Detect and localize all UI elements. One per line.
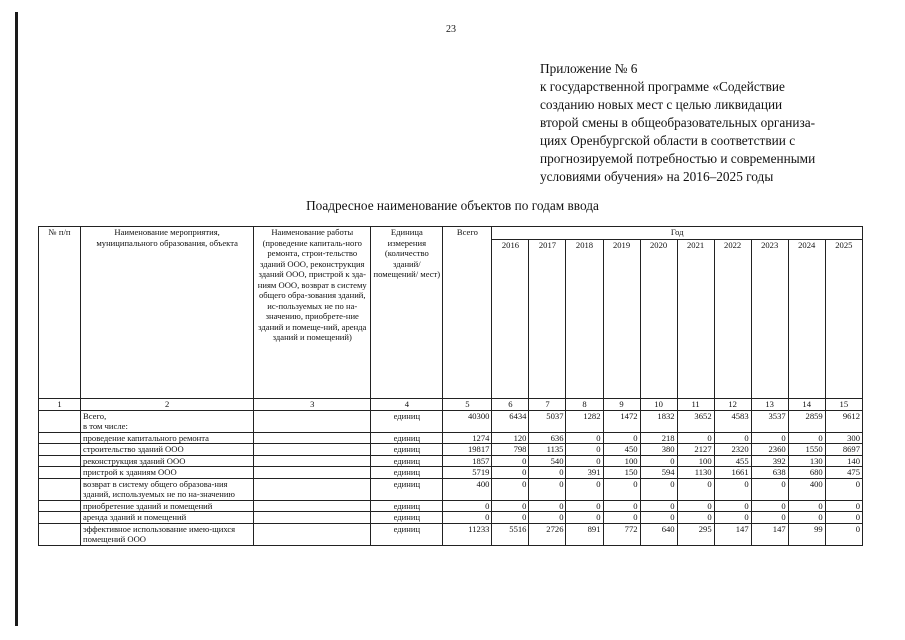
row-total-cell: 19817 bbox=[443, 444, 492, 456]
column-number: 14 bbox=[788, 399, 825, 411]
row-year-value-cell: 0 bbox=[603, 432, 640, 444]
row-year-value-cell: 0 bbox=[640, 500, 677, 512]
appendix-line: прогнозируемой потребностью и современными bbox=[540, 151, 816, 166]
row-year-value-cell: 5516 bbox=[492, 523, 529, 545]
table-row bbox=[39, 467, 863, 479]
header-work: Наименование работы (проведение капиталь-ного ремонта, строи-тельство зданий ООО, реконструкция зданий ООО, пристрой к зда-ниям ООО, возврат в систему общего обра-зования зданий, ис-пользуемых не по на-значению, приобрете-ние зданий и помеще-ний, аренда зданий и помещений) bbox=[254, 227, 371, 399]
table-row bbox=[39, 432, 863, 444]
row-year-value-cell: 2127 bbox=[677, 444, 714, 456]
row-year-value-cell: 0 bbox=[788, 512, 825, 524]
row-work-cell bbox=[254, 455, 371, 467]
table-row bbox=[39, 444, 863, 456]
row-year-value-cell: 0 bbox=[714, 500, 751, 512]
column-number: 5 bbox=[443, 399, 492, 411]
row-year-value-cell: 0 bbox=[788, 432, 825, 444]
row-year-value-cell: 0 bbox=[492, 512, 529, 524]
row-year-value-cell: 0 bbox=[825, 523, 862, 545]
year-header: 2017 bbox=[529, 240, 566, 399]
row-year-value-cell: 380 bbox=[640, 444, 677, 456]
row-unit-cell: единиц bbox=[371, 512, 443, 524]
column-number: 10 bbox=[640, 399, 677, 411]
column-number: 4 bbox=[371, 399, 443, 411]
row-year-value-cell: 1130 bbox=[677, 467, 714, 479]
row-unit-cell: единиц bbox=[371, 410, 443, 432]
row-year-value-cell: 150 bbox=[603, 467, 640, 479]
header-total: Всего bbox=[443, 227, 492, 399]
row-name-cell: строительство зданий ООО bbox=[81, 444, 254, 456]
row-number-cell bbox=[39, 444, 81, 456]
row-year-value-cell: 0 bbox=[492, 455, 529, 467]
column-number: 9 bbox=[603, 399, 640, 411]
left-margin-rule bbox=[15, 12, 18, 626]
row-year-value-cell: 0 bbox=[825, 500, 862, 512]
row-year-value-cell: 772 bbox=[603, 523, 640, 545]
row-year-value-cell: 1472 bbox=[603, 410, 640, 432]
row-work-cell bbox=[254, 523, 371, 545]
row-year-value-cell: 638 bbox=[751, 467, 788, 479]
row-total-cell: 1857 bbox=[443, 455, 492, 467]
row-unit-cell: единиц bbox=[371, 523, 443, 545]
year-header: 2021 bbox=[677, 240, 714, 399]
year-header: 2024 bbox=[788, 240, 825, 399]
row-year-value-cell: 0 bbox=[529, 478, 566, 500]
row-year-value-cell: 0 bbox=[603, 512, 640, 524]
row-year-value-cell: 0 bbox=[603, 478, 640, 500]
row-year-value-cell: 6434 bbox=[492, 410, 529, 432]
column-number-row bbox=[39, 399, 863, 411]
row-year-value-cell: 0 bbox=[492, 500, 529, 512]
table-row bbox=[39, 455, 863, 467]
column-number: 8 bbox=[566, 399, 603, 411]
row-year-value-cell: 0 bbox=[825, 478, 862, 500]
row-year-value-cell: 2859 bbox=[788, 410, 825, 432]
row-year-value-cell: 0 bbox=[603, 500, 640, 512]
row-year-value-cell: 3537 bbox=[751, 410, 788, 432]
row-year-value-cell: 218 bbox=[640, 432, 677, 444]
row-year-value-cell: 3652 bbox=[677, 410, 714, 432]
row-year-value-cell: 0 bbox=[566, 478, 603, 500]
row-year-value-cell: 1550 bbox=[788, 444, 825, 456]
row-year-value-cell: 0 bbox=[714, 512, 751, 524]
row-year-value-cell: 0 bbox=[751, 432, 788, 444]
row-year-value-cell: 300 bbox=[825, 432, 862, 444]
year-header: 2016 bbox=[492, 240, 529, 399]
row-year-value-cell: 0 bbox=[788, 500, 825, 512]
row-name-cell: возврат в систему общего образова-ния зданий, используемых не по на-значению bbox=[81, 478, 254, 500]
column-number: 13 bbox=[751, 399, 788, 411]
row-year-value-cell: 2726 bbox=[529, 523, 566, 545]
row-year-value-cell: 450 bbox=[603, 444, 640, 456]
row-number-cell bbox=[39, 478, 81, 500]
row-unit-cell: единиц bbox=[371, 467, 443, 479]
row-name-cell: реконструкция зданий ООО bbox=[81, 455, 254, 467]
row-year-value-cell: 120 bbox=[492, 432, 529, 444]
row-work-cell bbox=[254, 444, 371, 456]
row-total-cell: 0 bbox=[443, 500, 492, 512]
row-year-value-cell: 0 bbox=[677, 478, 714, 500]
row-year-value-cell: 0 bbox=[751, 512, 788, 524]
column-number: 15 bbox=[825, 399, 862, 411]
row-total-cell: 5719 bbox=[443, 467, 492, 479]
row-year-value-cell: 2320 bbox=[714, 444, 751, 456]
appendix-line: условиями обучения» на 2016–2025 годы bbox=[540, 169, 774, 184]
table-title: Поадресное наименование объектов по годам ввода bbox=[306, 198, 599, 213]
row-year-value-cell: 140 bbox=[825, 455, 862, 467]
row-year-value-cell: 5037 bbox=[529, 410, 566, 432]
column-number: 2 bbox=[81, 399, 254, 411]
table-row bbox=[39, 500, 863, 512]
row-year-value-cell: 0 bbox=[751, 478, 788, 500]
row-number-cell bbox=[39, 500, 81, 512]
row-name-cell: пристрой к зданиям ООО bbox=[81, 467, 254, 479]
header-unit: Единица измерения (количество зданий/ помещений/ мест) bbox=[371, 227, 443, 399]
row-year-value-cell: 400 bbox=[788, 478, 825, 500]
row-number-cell bbox=[39, 455, 81, 467]
row-year-value-cell: 0 bbox=[640, 478, 677, 500]
row-year-value-cell: 130 bbox=[788, 455, 825, 467]
row-year-value-cell: 100 bbox=[677, 455, 714, 467]
row-number-cell bbox=[39, 512, 81, 524]
row-year-value-cell: 540 bbox=[529, 455, 566, 467]
row-year-value-cell: 8697 bbox=[825, 444, 862, 456]
row-year-value-cell: 147 bbox=[751, 523, 788, 545]
row-number-cell bbox=[39, 523, 81, 545]
row-unit-cell: единиц bbox=[371, 500, 443, 512]
row-unit-cell: единиц bbox=[371, 455, 443, 467]
appendix-line: Приложение № 6 bbox=[540, 61, 638, 76]
row-year-value-cell: 0 bbox=[714, 478, 751, 500]
row-year-value-cell: 0 bbox=[677, 512, 714, 524]
row-unit-cell: единиц bbox=[371, 432, 443, 444]
row-year-value-cell: 0 bbox=[677, 500, 714, 512]
header-year: Год bbox=[492, 227, 863, 240]
column-number: 12 bbox=[714, 399, 751, 411]
objects-table bbox=[38, 226, 863, 546]
year-header: 2023 bbox=[751, 240, 788, 399]
row-year-value-cell: 1661 bbox=[714, 467, 751, 479]
year-header: 2018 bbox=[566, 240, 603, 399]
row-year-value-cell: 0 bbox=[492, 478, 529, 500]
row-year-value-cell: 891 bbox=[566, 523, 603, 545]
row-total-cell: 400 bbox=[443, 478, 492, 500]
row-year-value-cell: 640 bbox=[640, 523, 677, 545]
row-year-value-cell: 0 bbox=[566, 444, 603, 456]
table-row bbox=[39, 410, 863, 432]
row-year-value-cell: 1282 bbox=[566, 410, 603, 432]
page-number: 23 bbox=[446, 24, 456, 35]
appendix-heading bbox=[540, 60, 880, 186]
row-year-value-cell: 0 bbox=[529, 467, 566, 479]
year-header: 2025 bbox=[825, 240, 862, 399]
year-header: 2022 bbox=[714, 240, 751, 399]
row-year-value-cell: 0 bbox=[566, 455, 603, 467]
column-number: 7 bbox=[529, 399, 566, 411]
row-name-cell: приобретение зданий и помещений bbox=[81, 500, 254, 512]
table-row bbox=[39, 523, 863, 545]
row-total-cell: 11233 bbox=[443, 523, 492, 545]
row-year-value-cell: 0 bbox=[529, 512, 566, 524]
row-year-value-cell: 475 bbox=[825, 467, 862, 479]
row-year-value-cell: 1832 bbox=[640, 410, 677, 432]
row-year-value-cell: 1135 bbox=[529, 444, 566, 456]
row-year-value-cell: 0 bbox=[714, 432, 751, 444]
row-year-value-cell: 100 bbox=[603, 455, 640, 467]
row-year-value-cell: 392 bbox=[751, 455, 788, 467]
row-work-cell bbox=[254, 478, 371, 500]
row-year-value-cell: 680 bbox=[788, 467, 825, 479]
row-year-value-cell: 147 bbox=[714, 523, 751, 545]
column-number: 1 bbox=[39, 399, 81, 411]
row-year-value-cell: 295 bbox=[677, 523, 714, 545]
row-unit-cell: единиц bbox=[371, 444, 443, 456]
row-year-value-cell: 0 bbox=[640, 455, 677, 467]
column-number: 3 bbox=[254, 399, 371, 411]
row-year-value-cell: 0 bbox=[640, 512, 677, 524]
row-year-value-cell: 0 bbox=[751, 500, 788, 512]
appendix-line: созданию новых мест с целью ликвидации bbox=[540, 97, 783, 112]
row-year-value-cell: 2360 bbox=[751, 444, 788, 456]
row-year-value-cell: 636 bbox=[529, 432, 566, 444]
row-year-value-cell: 798 bbox=[492, 444, 529, 456]
appendix-line: второй смены в общеобразовательных организа- bbox=[540, 115, 816, 130]
appendix-line: к государственной программе «Содействие bbox=[540, 79, 785, 94]
row-year-value-cell: 0 bbox=[529, 500, 566, 512]
row-year-value-cell: 0 bbox=[566, 500, 603, 512]
row-total-cell: 1274 bbox=[443, 432, 492, 444]
row-year-value-cell: 455 bbox=[714, 455, 751, 467]
row-number-cell bbox=[39, 467, 81, 479]
row-name-cell: проведение капитального ремонта bbox=[81, 432, 254, 444]
row-year-value-cell: 391 bbox=[566, 467, 603, 479]
row-total-cell: 40300 bbox=[443, 410, 492, 432]
row-year-value-cell: 0 bbox=[566, 512, 603, 524]
row-unit-cell: единиц bbox=[371, 478, 443, 500]
row-name-cell: аренда зданий и помещений bbox=[81, 512, 254, 524]
year-header: 2019 bbox=[603, 240, 640, 399]
row-year-value-cell: 99 bbox=[788, 523, 825, 545]
table-row bbox=[39, 478, 863, 500]
table-row bbox=[39, 512, 863, 524]
row-year-value-cell: 9612 bbox=[825, 410, 862, 432]
row-year-value-cell: 0 bbox=[677, 432, 714, 444]
row-work-cell bbox=[254, 512, 371, 524]
row-work-cell bbox=[254, 410, 371, 432]
row-total-cell: 0 bbox=[443, 512, 492, 524]
table-body bbox=[39, 399, 863, 546]
row-name-cell: эффективное использование имею-щихся помещений ООО bbox=[81, 523, 254, 545]
column-number: 6 bbox=[492, 399, 529, 411]
row-work-cell bbox=[254, 467, 371, 479]
header-no: № п/п bbox=[39, 227, 81, 399]
row-name-cell: Всего, в том числе: bbox=[81, 410, 254, 432]
row-number-cell bbox=[39, 410, 81, 432]
row-year-value-cell: 4583 bbox=[714, 410, 751, 432]
row-year-value-cell: 0 bbox=[492, 467, 529, 479]
row-year-value-cell: 0 bbox=[825, 512, 862, 524]
row-number-cell bbox=[39, 432, 81, 444]
column-number: 11 bbox=[677, 399, 714, 411]
header-name: Наименование мероприятия, муниципального образования, объекта bbox=[81, 227, 254, 399]
row-year-value-cell: 594 bbox=[640, 467, 677, 479]
row-work-cell bbox=[254, 500, 371, 512]
year-header: 2020 bbox=[640, 240, 677, 399]
row-year-value-cell: 0 bbox=[566, 432, 603, 444]
row-work-cell bbox=[254, 432, 371, 444]
appendix-line: циях Оренбургской области в соответствии с bbox=[540, 133, 796, 148]
